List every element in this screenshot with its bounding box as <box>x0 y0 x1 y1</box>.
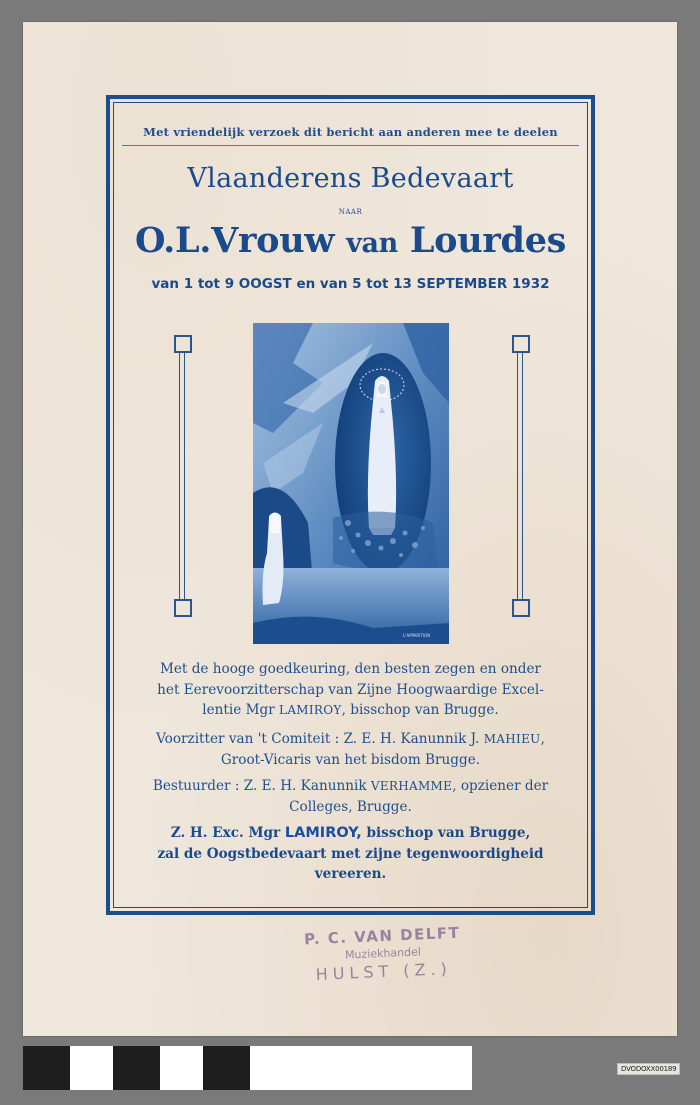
right-ornament-icon <box>511 335 531 617</box>
stamp-location: HULST (Z.) <box>315 959 453 984</box>
headline-part-3: Lourdes <box>409 220 567 261</box>
pilgrimage-dates: van 1 tot 9 OOGST en van 5 tot 13 SEPTEMBER 1932 <box>151 276 550 292</box>
ornament-double-rule <box>179 353 185 599</box>
text-line: Voorzitter van 't Comiteit : Z. E. H. Kanunnik J. MAHIEU, <box>156 731 545 747</box>
chairman-name: MAHIEU <box>483 732 541 746</box>
text-line: het Eerevoorzitterschap van Zijne Hoogwaardige Excel- <box>157 681 544 698</box>
illustration-caption: L'APPARITION <box>403 633 431 638</box>
ornament-double-rule <box>517 353 523 599</box>
page-title: Vlaanderens Bedevaart <box>187 163 514 194</box>
director-name: VERHAMME <box>370 779 453 793</box>
lourdes-grotto-illustration <box>253 323 449 644</box>
bishop-presence-paragraph <box>124 823 577 885</box>
ornament-square-icon <box>174 335 192 353</box>
text-line: Colleges, Brugge. <box>289 798 412 815</box>
ornament-square-icon <box>512 335 530 353</box>
grotto-image-icon <box>253 323 449 644</box>
ornament-square-icon <box>512 599 530 617</box>
naar-connector: NAAR <box>338 208 363 216</box>
headline-part-1: O.L.Vrouw <box>134 220 335 261</box>
text-line: Met de hooge goedkeuring, den besten zegen en onder <box>159 661 542 677</box>
text-line: lentie Mgr LAMIROY, bisschop van Brugge. <box>202 702 499 718</box>
decorative-frame <box>106 95 595 915</box>
archive-reference-label: DVODOXX00189 <box>617 1063 680 1075</box>
share-request-note: Met vriendelijk verzoek dit bericht aan anderen mee te deelen <box>143 125 558 139</box>
header-divider <box>122 145 579 146</box>
left-ornament-icon <box>173 335 193 617</box>
color-patch-white <box>250 1046 472 1090</box>
text-line: Groot-Vicaris van het bisdom Brugge. <box>220 751 481 768</box>
color-patch-black <box>113 1046 160 1090</box>
director-paragraph <box>124 776 577 817</box>
text-line: Bestuurder : Z. E. H. Kanunnik VERHAMME, opziener der <box>152 778 549 794</box>
ornament-square-icon <box>174 599 192 617</box>
color-patch-black <box>203 1046 250 1090</box>
text-line: Z. H. Exc. Mgr LAMIROY, bisschop van Brugge, <box>170 825 531 841</box>
color-patch-white <box>160 1046 203 1090</box>
text-line: vereeren. <box>314 866 387 882</box>
archival-color-bar <box>23 1046 472 1090</box>
approval-paragraph <box>124 659 577 721</box>
color-patch-white <box>70 1046 113 1090</box>
color-patch-black <box>23 1046 70 1090</box>
headline <box>110 220 591 261</box>
document-sheet <box>23 22 677 1036</box>
bishop-name-emphasis: LAMIROY, <box>284 825 362 841</box>
bishop-name: LAMIROY <box>279 703 342 717</box>
committee-chairman-paragraph <box>124 729 577 770</box>
text-line: zal de Oogstbedevaart met zijne tegenwoordigheid <box>157 845 544 862</box>
shop-ink-stamp <box>282 923 484 986</box>
headline-part-2: van <box>346 228 398 259</box>
stamp-shop-type: Muziekhandel <box>344 945 422 962</box>
stamp-shop-name: P. C. VAN DELFT <box>303 923 461 949</box>
